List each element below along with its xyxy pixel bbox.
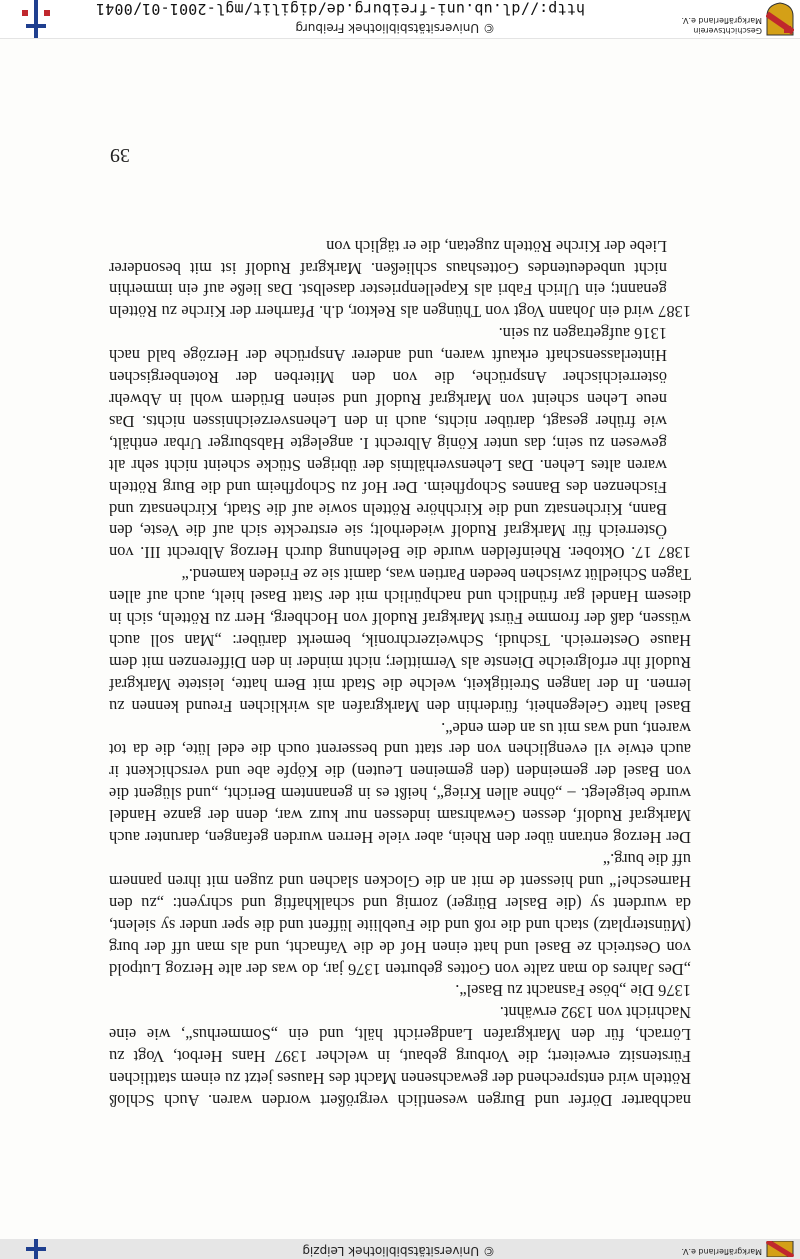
copyright-leipzig: © Universitätsbibliothek Leipzig: [302, 1244, 495, 1258]
copyright-freiburg: © Universitätsbibliothek Freiburg: [295, 21, 495, 35]
society-crest-icon: [766, 1241, 794, 1257]
paragraph-1: nachbarter Dörfer und Burgen wesentlich vergrößert worden waren. Auch Schloß Rötteln wird entsprechend der gewachsenen Macht des Hauses jetzt zu einem stattlichen Fürstensitz erweitert; die Vorburg gebaut, in welcher 1397 Hans Herbot, Vogt zu Lörrach, für den Markgrafen Landgericht hält, und ein „Sommerhus“, wie eine Nachricht von 1392 erwähnt.: [109, 1003, 691, 1110]
paragraph-2: 1376 Die „böse Fasnacht zu Basel“.: [455, 981, 691, 1001]
paragraph-4: Der Herzog entrann über den Rhein, aber viele Herren wurden gefangen, darunter auch Markgraf Rudolf, dessen Gewahrsam indessen nur kurz war, denn der ganze Handel wurde beigelegt. – „öhne allen Krieg“, heißt es in genanntem Bericht, „und slügent die von Basel der gemeinden (den gemeinen Leuten) die Köpfe abe und verschickent ir auch etwie vil evenglichen von der statt und besserent ouch die edel lüte, die da tot warent, und was mit us an dem ende“.: [109, 718, 691, 848]
society-name-line2: Markgräflerland e.V.: [681, 16, 762, 25]
page-url[interactable]: http://dl.ub.uni-freiburg.de/digilit/mgl-2001-01/0041: [95, 0, 585, 18]
society-name-top: Markgräflerland e.V.: [681, 1247, 762, 1256]
page-body-text: [109, 235, 691, 1111]
library-logo-icon: [20, 0, 52, 38]
society-name-line1: Geschichtsverein: [693, 26, 762, 35]
library-logo-icon: [20, 1239, 52, 1259]
scanned-page: [0, 39, 800, 1239]
paragraph-3: „Des Jahres do man zalte von Gottes geburten 1376 jar, do was der alte Herzog Lutpold von Oestreich ze Basel und hatt einen Hof de die Vafnacht, und als man uff der burg (Münsterplatz) stach und die roß und die Fuebliite lüffent und die sper under sy sielent, da wurdent sy (die Basler Bürger) zornig und schalkhaftig und schryent: „zu den Harnesche!“ und hiessent de mit an die Glocken slachen und zugen mit ihren pannern uff die burg.“: [109, 850, 691, 979]
paragraph-7: 1387 wird ein Johann Vogt von Thüngen als Rektor, d.h. Pfarrherr der Kirche zu Rötteln genannt; ein Ulrich Fabri als Kapellenpriester daselbst. Das ließe auf ein immerhin nicht unbedeutendes Gotteshaus schließen. Markgraf Rudolf ist mit besonderer Liebe der Kirche Rötteln zugetan, die er täglich von: [109, 236, 691, 322]
page-number: 39: [110, 144, 130, 166]
paragraph-5: Basel hatte Gelegenheit, fürderhin den Markgrafen als wirklichen Freund kennen zu lernen. In der langen Streitigkeit, welche die Stadt mit Bern hatte, leistete Markgraf Rudolf ihr erfolgreiche Dienste als Vermittler; nicht minder in den Differenzen mit dem Hause Oesterreich. Tschudi, Schweizerchronik, bemerkt darüber: „Man soll auch wüssen, daß der fromme Fürst Markgraf Rudolf von Hochberg, Herr zu Rötteln, sich in diesem Handel gar fründlich und nachpürlich mit der Statt Basel hielt, auch auf allen Tagen Schiedlüt zwischen beeden Partien was, damit sie ze Frieden kamend.“: [109, 565, 691, 716]
society-name: [681, 15, 762, 35]
paragraph-6: 1387 17. Oktober. Rheinfelden wurde die Belehnung durch Herzog Albrecht III. von Österreich für Markgraf Rudolf wiederholt; sie erstreckte sich auf die Veste, den Bann, Kirchensatz und die Kirchhöre Rötteln sowie auf die Stadt, Kirchensatz und Fischenzen des Bannes Schopfheim. Der Hof zu Schopfheim und die Burg Rötteln waren altes Lehen. Das Lehensverhältnis der übrigen Stücke scheint nicht sehr alt gewesen zu sein; das unter König Albrecht I. angelegte Habsburger Urbar enthält, wie früher gesagt, darüber nichts, auch in den Lehensverzeichnissen nichts. Das neue Lehen scheint von Markgraf Rudolf und seinen Brüdern wohl in Abwehr österreichischer Ansprüche, die von den Miterben der Rotenbergischen Hinterlassenschaft erkauft waren, und anderer Ansprüche der Herzöge bald nach 1316 aufgetragen zu sein.: [109, 324, 691, 563]
society-crest-icon: [766, 2, 794, 36]
footer-band: [0, 0, 800, 39]
top-footer-strip: [0, 1239, 800, 1259]
